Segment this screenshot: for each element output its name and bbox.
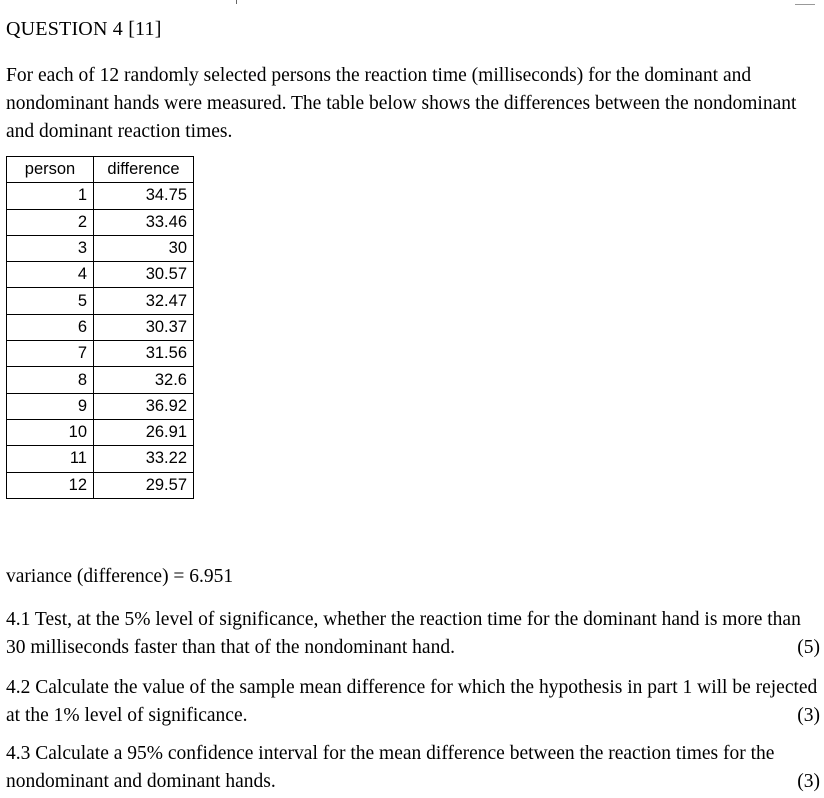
- difference-cell: 34.75: [94, 183, 194, 209]
- column-header-person: person: [7, 157, 94, 183]
- person-cell: 5: [7, 288, 94, 314]
- table-row: [7, 209, 194, 235]
- difference-cell: 31.56: [94, 341, 194, 367]
- difference-cell: 32.47: [94, 288, 194, 314]
- person-cell: 2: [7, 209, 94, 235]
- person-cell: 10: [7, 419, 94, 445]
- person-cell: 6: [7, 314, 94, 340]
- person-cell: 4: [7, 262, 94, 288]
- person-cell: 1: [7, 183, 94, 209]
- question-4-3: [6, 740, 820, 796]
- table-header-row: [7, 157, 194, 183]
- question-text: 4.3 Calculate a 95% confidence interval for the mean difference between the reaction times for the nondominant and dominant hands.: [6, 743, 775, 792]
- table-row: [7, 367, 194, 393]
- table-row: [7, 262, 194, 288]
- difference-cell: 30.57: [94, 262, 194, 288]
- table-row: [7, 288, 194, 314]
- difference-cell: 33.46: [94, 209, 194, 235]
- question-intro: For each of 12 randomly selected persons the reaction time (milliseconds) for the dominant and nondominant hands were measured. The table below shows the differences between the nondominant and dominant reaction times.: [6, 65, 797, 142]
- table-row: [7, 419, 194, 445]
- variance-line: variance (difference) = 6.951: [6, 566, 234, 587]
- person-cell: 9: [7, 393, 94, 419]
- differences-table: [6, 156, 194, 499]
- person-cell: 12: [7, 472, 94, 498]
- table-row: [7, 393, 194, 419]
- table-row: [7, 183, 194, 209]
- difference-cell: 36.92: [94, 393, 194, 419]
- person-cell: 3: [7, 235, 94, 261]
- table-row: [7, 314, 194, 340]
- page-edge-mark: [795, 0, 815, 5]
- difference-cell: 30.37: [94, 314, 194, 340]
- difference-cell: 26.91: [94, 419, 194, 445]
- question-marks: (5): [797, 637, 820, 658]
- column-header-difference: difference: [94, 157, 194, 183]
- question-text: 4.2 Calculate the value of the sample mean difference for which the hypothesis in part 1 will be rejected at the 1% level of significance.: [6, 677, 818, 726]
- table-row: [7, 235, 194, 261]
- question-marks: (3): [797, 705, 820, 726]
- difference-cell: 32.6: [94, 367, 194, 393]
- difference-cell: 29.57: [94, 472, 194, 498]
- question-4-1: [6, 606, 820, 662]
- question-marks: (3): [797, 771, 820, 792]
- difference-cell: 30: [94, 235, 194, 261]
- table-row: [7, 446, 194, 472]
- difference-cell: 33.22: [94, 446, 194, 472]
- table-row: [7, 341, 194, 367]
- person-cell: 7: [7, 341, 94, 367]
- question-4-2: [6, 674, 820, 730]
- question-title: QUESTION 4 [11]: [6, 18, 162, 40]
- table-row: [7, 472, 194, 498]
- person-cell: 8: [7, 367, 94, 393]
- page-edge-mark: [236, 0, 237, 4]
- person-cell: 11: [7, 446, 94, 472]
- question-text: 4.1 Test, at the 5% level of significance, whether the reaction time for the dominant hand is more than 30 milliseconds faster than that of the nondominant hand.: [6, 609, 801, 658]
